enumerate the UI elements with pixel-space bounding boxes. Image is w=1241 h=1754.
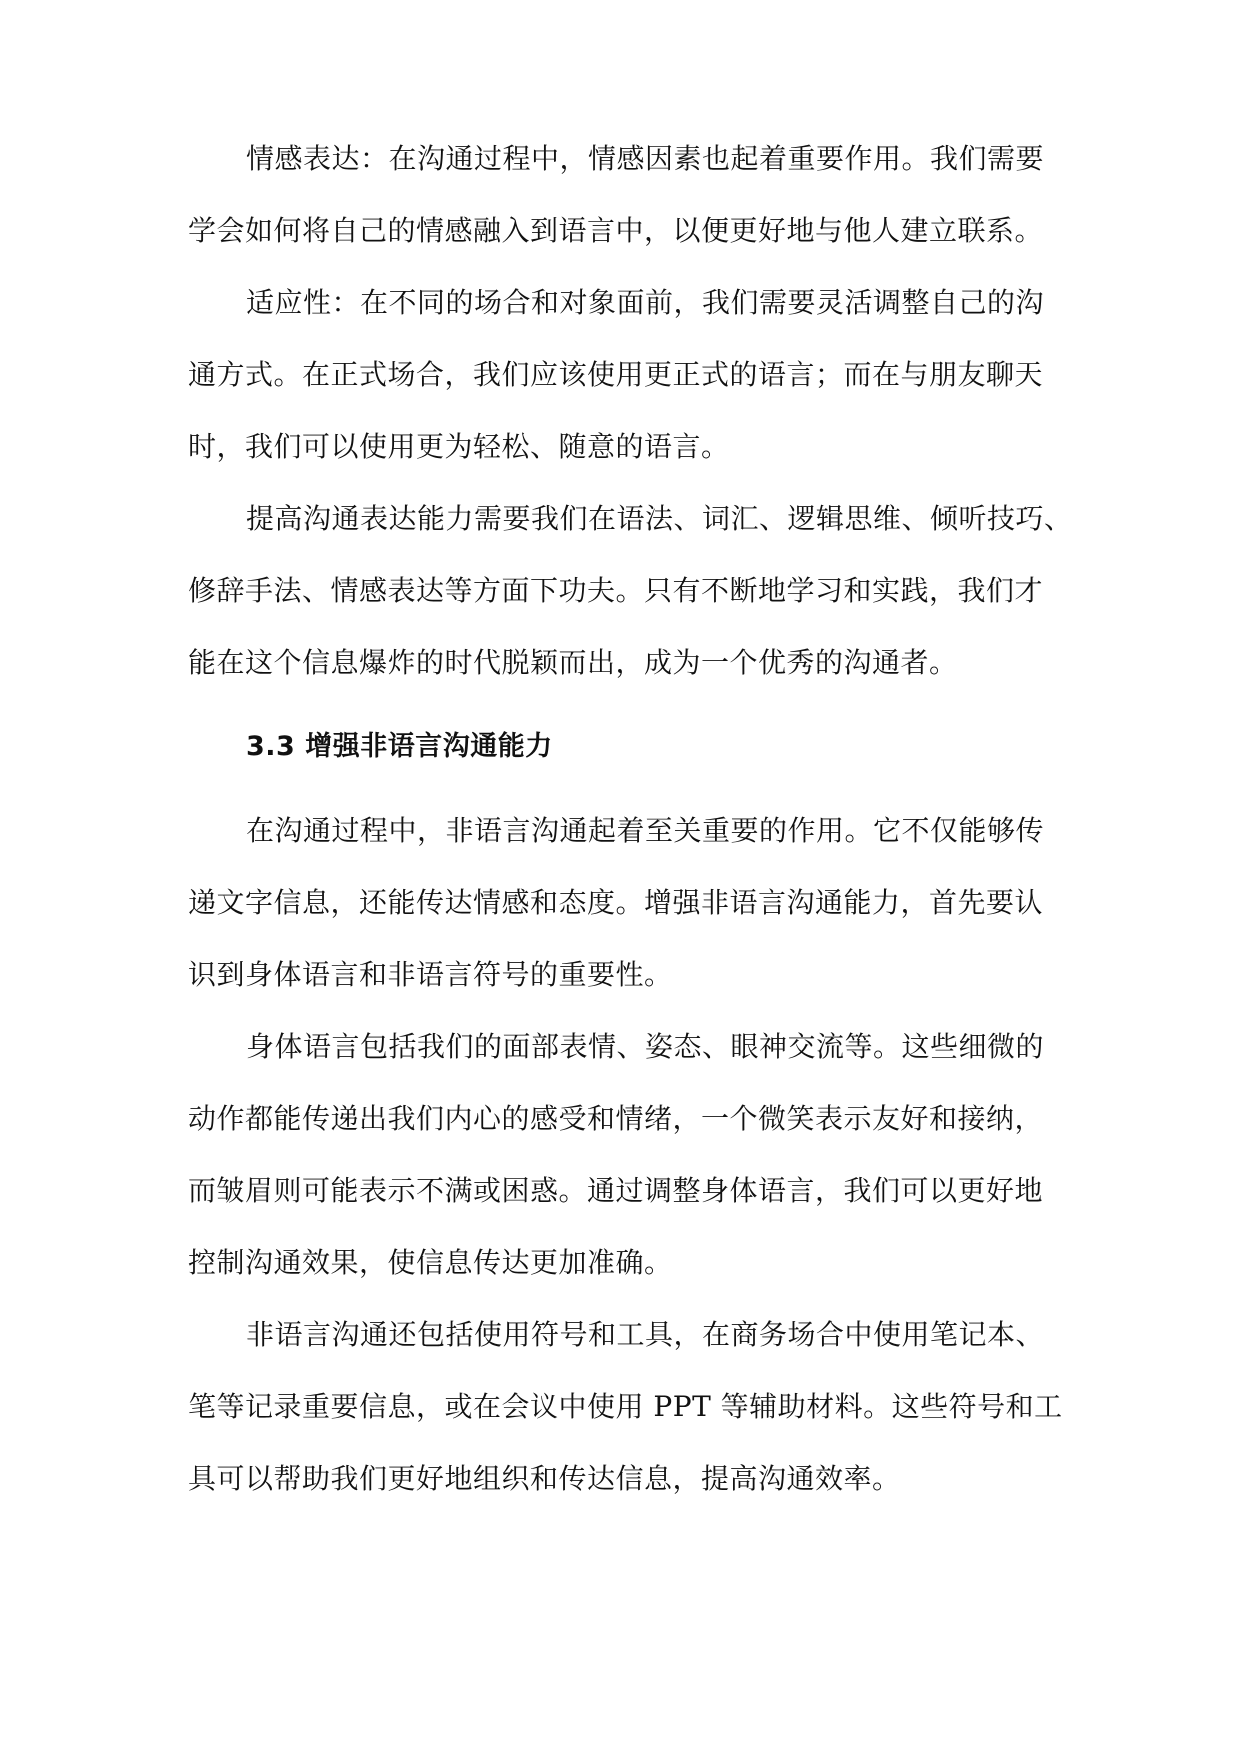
paragraph-line: 学会如何将自己的情感融入到语言中，以便更好地与他人建立联系。 bbox=[188, 214, 1044, 247]
paragraph-line: 笔等记录重要信息，或在会议中使用 PPT 等辅助材料。这些符号和工 bbox=[188, 1390, 1063, 1423]
paragraph-line: 身体语言包括我们的面部表情、姿态、眼神交流等。这些细微的 bbox=[246, 1030, 1045, 1063]
paragraph-line: 在沟通过程中，非语言沟通起着至关重要的作用。它不仅能够传 bbox=[246, 814, 1045, 847]
paragraph-line: 能在这个信息爆炸的时代脱颖而出，成为一个优秀的沟通者。 bbox=[188, 646, 958, 679]
section-heading: 3.3 增强非语言沟通能力 bbox=[246, 731, 553, 762]
paragraph-line: 非语言沟通还包括使用符号和工具，在商务场合中使用笔记本、 bbox=[246, 1318, 1045, 1351]
paragraph-line: 动作都能传递出我们内心的感受和情绪，一个微笑表示友好和接纳， bbox=[188, 1102, 1044, 1135]
paragraph-line: 修辞手法、情感表达等方面下功夫。只有不断地学习和实践，我们才 bbox=[188, 574, 1044, 607]
paragraph-line: 递文字信息，还能传达情感和态度。增强非语言沟通能力，首先要认 bbox=[188, 886, 1044, 919]
paragraph-line: 通方式。在正式场合，我们应该使用更正式的语言；而在与朋友聊天 bbox=[188, 358, 1044, 391]
paragraph-line: 识到身体语言和非语言符号的重要性。 bbox=[188, 958, 673, 991]
paragraph-line: 而皱眉则可能表示不满或困惑。通过调整身体语言，我们可以更好地 bbox=[188, 1174, 1044, 1207]
paragraph-line: 时，我们可以使用更为轻松、随意的语言。 bbox=[188, 430, 730, 463]
paragraph-line: 具可以帮助我们更好地组织和传达信息，提高沟通效率。 bbox=[188, 1462, 901, 1495]
paragraph-line: 提高沟通表达能力需要我们在语法、词汇、逻辑思维、倾听技巧、 bbox=[246, 502, 1073, 535]
paragraph-line: 情感表达：在沟通过程中，情感因素也起着重要作用。我们需要 bbox=[246, 142, 1045, 175]
paragraph-line: 控制沟通效果，使信息传达更加准确。 bbox=[188, 1246, 673, 1279]
paragraph-line: 适应性：在不同的场合和对象面前，我们需要灵活调整自己的沟 bbox=[246, 286, 1045, 319]
